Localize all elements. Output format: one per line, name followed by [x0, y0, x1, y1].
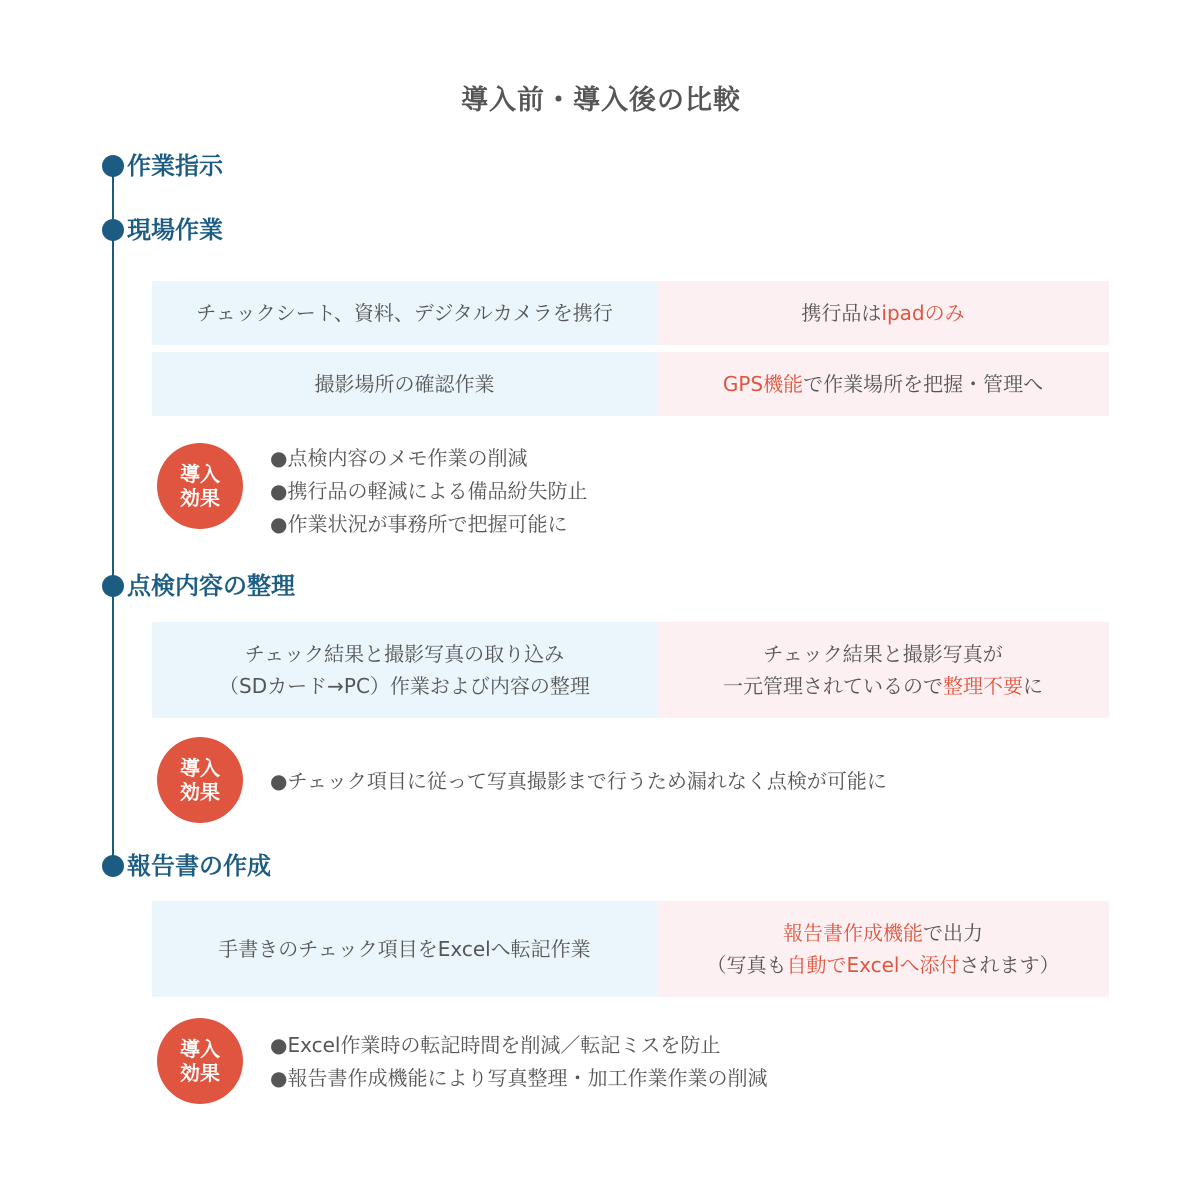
after-cell-inspection: [657, 622, 1109, 718]
after-cell-report: [657, 901, 1109, 997]
after-highlight: GPS機能: [722, 372, 804, 396]
after-cell-field-2: [657, 352, 1109, 416]
before-cell-field-1: [152, 281, 657, 345]
effect-item: ●作業状況が事務所で把握可能に: [270, 512, 568, 536]
badge-line: 導入: [180, 462, 220, 486]
after-text: 携行品は: [801, 301, 882, 325]
after-highlight: ipadのみ: [881, 301, 965, 325]
effect-list: [270, 1029, 767, 1095]
badge-line: 効果: [180, 486, 220, 510]
effect-item: ●携行品の軽減による備品紛失防止: [270, 479, 588, 503]
badge-line: 導入: [180, 756, 220, 780]
before-text: 手書きのチェック項目をExcelへ転記作業: [218, 937, 591, 961]
before-text: チェック結果と撮影写真の取り込み: [244, 642, 565, 666]
after-text: （写真も: [706, 953, 787, 977]
after-highlight: 自動でExcelへ添付: [786, 953, 960, 977]
section-label-instruction: 作業指示: [127, 152, 223, 180]
section-dot-instruction: [102, 155, 124, 177]
effect-item: ●Excel作業時の転記時間を削減／転記ミスを防止: [270, 1033, 721, 1057]
effect-list: [270, 442, 587, 541]
section-dot-field-work: [102, 219, 124, 241]
after-text: されます）: [959, 953, 1060, 977]
effect-item: ●点検内容のメモ作業の削減: [270, 446, 528, 470]
before-cell-field-2: [152, 352, 657, 416]
after-highlight: 報告書作成機能: [782, 921, 923, 945]
section-label-field-work: 現場作業: [127, 216, 223, 244]
section-dot-report: [102, 855, 124, 877]
before-text: 撮影場所の確認作業: [314, 372, 495, 396]
timeline-line: [112, 165, 114, 865]
badge-line: 効果: [180, 780, 220, 804]
effect-badge: [157, 443, 243, 529]
page-title: 導入前・導入後の比較: [461, 85, 741, 116]
effect-item: ●チェック項目に従って写真撮影まで行うため漏れなく点検が可能に: [270, 769, 887, 793]
section-dot-inspection: [102, 575, 124, 597]
after-text: に: [1023, 674, 1043, 698]
after-text: で作業場所を把握・管理へ: [803, 372, 1044, 396]
after-cell-field-1: [657, 281, 1109, 345]
before-text: チェックシート、資料、デジタルカメラを携行: [196, 301, 613, 325]
after-text: 一元管理されているので: [723, 674, 943, 698]
after-highlight: 整理不要: [943, 674, 1023, 698]
before-text: （SDカード→PC）作業および内容の整理: [219, 674, 590, 698]
section-label-report: 報告書の作成: [127, 852, 271, 880]
section-label-inspection: 点検内容の整理: [127, 572, 295, 600]
before-cell-inspection: [152, 622, 657, 718]
after-text: で出力: [922, 921, 983, 945]
badge-line: 効果: [180, 1061, 220, 1085]
effect-list: [270, 765, 887, 798]
after-text: チェック結果と撮影写真が: [763, 642, 1003, 666]
effect-item: ●報告書作成機能により写真整理・加工作業作業の削減: [270, 1066, 768, 1090]
effect-badge: [157, 737, 243, 823]
badge-line: 導入: [180, 1037, 220, 1061]
before-cell-report: [152, 901, 657, 997]
effect-badge: [157, 1018, 243, 1104]
